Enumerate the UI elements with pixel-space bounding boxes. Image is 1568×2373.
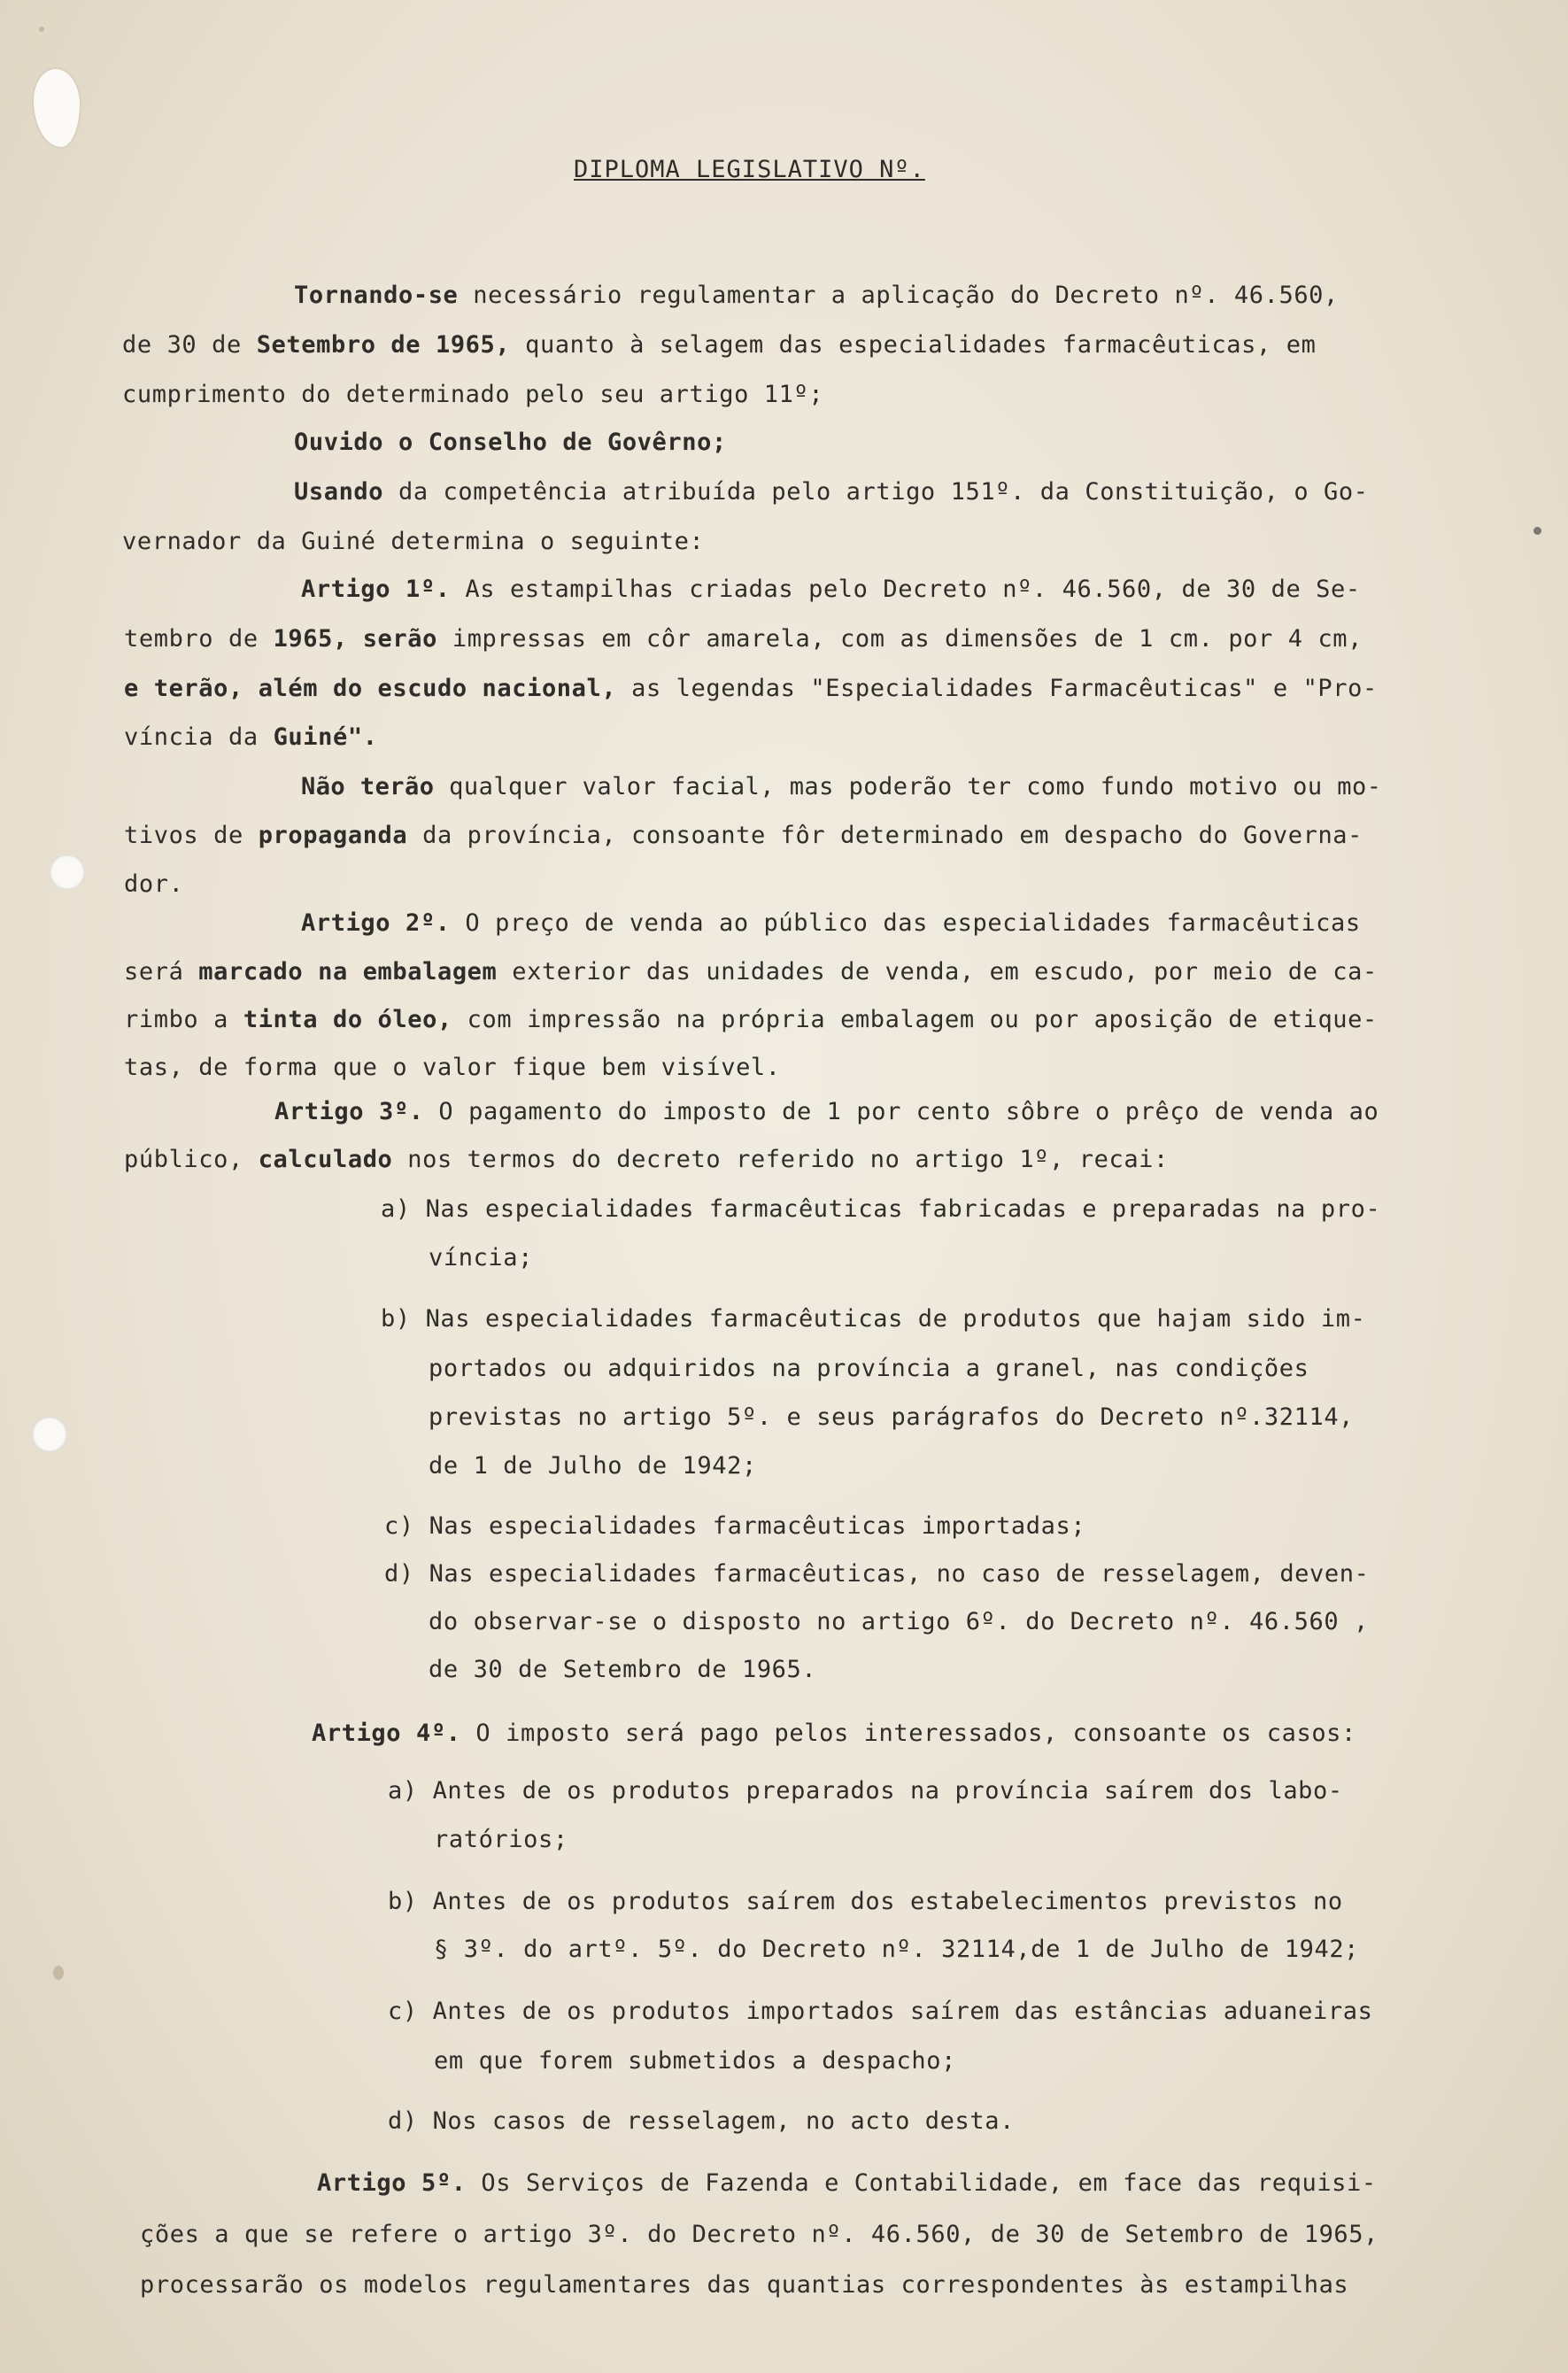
text-segment: Usando xyxy=(294,478,384,506)
text-segment: Guiné". xyxy=(273,723,378,751)
text-segment: tivos de xyxy=(124,822,259,849)
text-segment: O preço de venda ao público das especialidades farmacêuticas xyxy=(450,909,1361,937)
text-line xyxy=(294,282,1339,309)
text-line xyxy=(429,1608,1369,1635)
text-line xyxy=(124,958,1378,986)
text-line xyxy=(388,1888,1343,1915)
text-segment: será xyxy=(124,958,199,986)
text-segment: Artigo 1º. xyxy=(301,576,451,603)
text-segment: b) Nas especialidades farmacêuticas de produtos que hajam sido im- xyxy=(381,1305,1366,1333)
text-segment: As estampilhas criadas pelo Decreto nº. 46.560, de 30 de Se- xyxy=(450,576,1361,603)
text-line xyxy=(124,723,378,751)
text-line xyxy=(140,2271,1348,2299)
text-segment: impressas em côr amarela, com as dimensões de 1 cm. por 4 cm, xyxy=(436,625,1363,653)
text-segment: a) Nas especialidades farmacêuticas fabricadas e preparadas na pro- xyxy=(381,1195,1381,1223)
text-line xyxy=(434,1936,1359,1963)
text-line xyxy=(434,1826,568,1853)
text-line xyxy=(140,2221,1379,2248)
torn-corner xyxy=(34,69,80,147)
text-line xyxy=(122,528,704,555)
text-segment: quanto à selagem das especialidades farmacêuticas, em xyxy=(510,331,1317,359)
text-segment: víncia; xyxy=(429,1244,533,1272)
text-segment: Os Serviços de Fazenda e Contabilidade, em face das requisi- xyxy=(466,2169,1377,2197)
text-segment: com impressão na própria embalagem ou por aposição de etique- xyxy=(452,1006,1378,1033)
text-segment: Não terão xyxy=(301,773,435,800)
text-line xyxy=(429,1656,816,1683)
text-segment: de 30 de xyxy=(122,331,257,359)
text-segment: portados ou adquiridos na província a granel, nas condições xyxy=(429,1355,1309,1382)
text-line xyxy=(124,625,1363,653)
text-line xyxy=(301,576,1361,603)
text-segment: nos termos do decreto referido no artigo 1º, recai: xyxy=(392,1146,1169,1173)
text-line xyxy=(124,1006,1378,1033)
text-line xyxy=(388,2107,1015,2135)
text-line xyxy=(388,1777,1343,1805)
text-segment: 1965, serão xyxy=(273,625,437,653)
document-title: DIPLOMA LEGISLATIVO Nº. xyxy=(574,156,925,183)
text-segment: vernador da Guiné determina o seguinte: xyxy=(122,528,705,555)
text-line xyxy=(122,331,1316,359)
text-line xyxy=(124,1146,1169,1173)
text-line xyxy=(384,1560,1369,1588)
text-line xyxy=(122,381,823,408)
text-segment: tembro de xyxy=(124,625,274,653)
text-segment: ratórios; xyxy=(434,1826,568,1853)
text-line xyxy=(124,675,1378,702)
text-line xyxy=(312,1720,1356,1747)
text-segment: do observar-se o disposto no artigo 6º. do Decreto nº. 46.560 , xyxy=(429,1608,1369,1635)
text-line xyxy=(429,1452,757,1480)
text-segment: d) Nas especialidades farmacêuticas, no caso de resselagem, deven- xyxy=(384,1560,1370,1588)
text-line xyxy=(388,1998,1372,2025)
text-line xyxy=(317,2169,1377,2197)
text-segment: b) Antes de os produtos saírem dos estabelecimentos previstos no xyxy=(388,1888,1343,1915)
text-segment: previstas no artigo 5º. e seus parágrafos do Decreto nº.32114, xyxy=(429,1403,1355,1431)
text-segment: Tornando-se xyxy=(294,282,459,309)
text-line xyxy=(274,1098,1379,1125)
text-segment: O pagamento do imposto de 1 por cento sôbre o prêço de venda ao xyxy=(423,1098,1379,1125)
text-segment: qualquer valor facial, mas poderão ter como fundo motivo ou mo- xyxy=(434,773,1382,800)
text-segment: Artigo 2º. xyxy=(301,909,451,937)
text-segment: processarão os modelos regulamentares das quantias correspondentes às estampilhas xyxy=(140,2271,1349,2299)
ink-dot xyxy=(1533,527,1541,535)
text-segment: de 1 de Julho de 1942; xyxy=(429,1452,757,1480)
text-segment: rimbo a xyxy=(124,1006,243,1033)
text-segment: Artigo 5º. xyxy=(317,2169,467,2197)
text-line xyxy=(294,429,727,456)
text-segment: tas, de forma que o valor fique bem visível. xyxy=(124,1054,781,1081)
punch-hole xyxy=(50,854,85,890)
punch-hole xyxy=(32,1417,67,1452)
text-segment: O imposto será pago pelos interessados, consoante os casos: xyxy=(460,1720,1356,1747)
text-line xyxy=(124,870,183,898)
stain xyxy=(53,1966,64,1980)
text-segment: público, xyxy=(124,1146,259,1173)
text-segment: propaganda xyxy=(258,822,408,849)
text-segment: cumprimento do determinado pelo seu artigo 11º; xyxy=(122,381,824,408)
text-line xyxy=(381,1305,1365,1333)
text-line xyxy=(429,1244,533,1272)
text-segment: em que forem submetidos a despacho; xyxy=(434,2047,956,2075)
text-line xyxy=(124,1054,781,1081)
text-segment: da província, consoante fôr determinado em despacho do Governa- xyxy=(407,822,1363,849)
text-segment: c) Antes de os produtos importados saírem das estâncias aduaneiras xyxy=(388,1998,1373,2025)
text-segment: e terão, além do escudo nacional, xyxy=(124,675,617,702)
text-line xyxy=(434,2047,956,2075)
text-segment: § 3º. do artº. 5º. do Decreto nº. 32114,de 1 de Julho de 1942; xyxy=(434,1936,1360,1963)
text-segment: tinta do óleo, xyxy=(243,1006,452,1033)
text-segment: Artigo 3º. xyxy=(274,1098,424,1125)
text-line xyxy=(381,1195,1380,1223)
text-line xyxy=(294,478,1369,506)
text-segment: Setembro de 1965, xyxy=(256,331,511,359)
text-line xyxy=(429,1403,1354,1431)
text-segment: ções a que se refere o artigo 3º. do Decreto nº. 46.560, de 30 de Setembro de 1965, xyxy=(140,2221,1379,2248)
text-segment: c) Nas especialidades farmacêuticas importadas; xyxy=(384,1512,1086,1540)
text-segment: dor. xyxy=(124,870,184,898)
text-segment: Ouvido o Conselho de Govêrno; xyxy=(294,429,727,456)
text-segment: víncia da xyxy=(124,723,274,751)
text-segment: d) Nos casos de resselagem, no acto desta. xyxy=(388,2107,1015,2135)
text-segment: necessário regulamentar a aplicação do Decreto nº. 46.560, xyxy=(458,282,1339,309)
text-segment: de 30 de Setembro de 1965. xyxy=(429,1656,817,1683)
text-segment: calculado xyxy=(258,1146,393,1173)
stain xyxy=(39,27,44,32)
text-segment: marcado na embalagem xyxy=(198,958,498,986)
text-line xyxy=(301,909,1361,937)
text-line xyxy=(429,1355,1309,1382)
text-line xyxy=(384,1512,1085,1540)
text-segment: da competência atribuída pelo artigo 151º. da Constituição, o Go- xyxy=(383,478,1369,506)
text-segment: a) Antes de os produtos preparados na província saírem dos labo- xyxy=(388,1777,1343,1805)
text-segment: as legendas "Especialidades Farmacêuticas" e "Pro- xyxy=(616,675,1378,702)
text-line xyxy=(124,822,1363,849)
text-segment: Artigo 4º. xyxy=(312,1720,461,1747)
text-segment: exterior das unidades de venda, em escudo, por meio de ca- xyxy=(497,958,1378,986)
text-line xyxy=(301,773,1381,800)
